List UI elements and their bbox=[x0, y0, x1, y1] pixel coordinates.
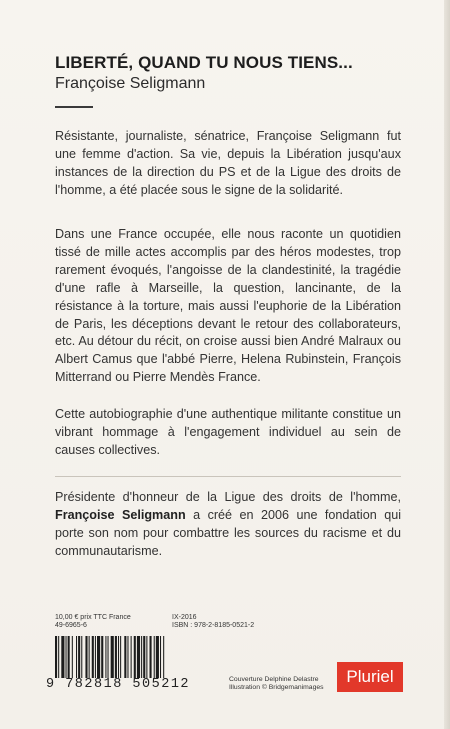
barcode-bar bbox=[101, 636, 103, 678]
barcode-bar bbox=[115, 636, 117, 678]
barcode-bar bbox=[89, 636, 90, 678]
barcode-bar bbox=[78, 636, 80, 678]
bio-author-name: Françoise Seligmann bbox=[55, 507, 186, 522]
barcode-bar bbox=[137, 636, 140, 678]
author-bio bbox=[55, 489, 401, 561]
book-title: LIBERTÉ, QUAND TU NOUS TIENS... bbox=[55, 53, 353, 72]
cover-edge bbox=[444, 0, 450, 729]
book-author: Françoise Seligmann bbox=[55, 75, 206, 92]
barcode-bar bbox=[105, 636, 106, 678]
barcode-bar bbox=[163, 636, 164, 678]
isbn: ISBN : 978-2-8185-0521-2 bbox=[172, 622, 255, 629]
print-date: IX-2016 bbox=[172, 614, 197, 621]
section-divider bbox=[55, 476, 401, 477]
barcode-bar bbox=[141, 636, 142, 678]
price-line bbox=[55, 614, 197, 621]
barcode-bar bbox=[143, 636, 145, 678]
publisher-logo: Pluriel bbox=[337, 662, 403, 692]
barcode-bar bbox=[81, 636, 82, 678]
barcode-bar bbox=[134, 636, 136, 678]
barcode-bar bbox=[58, 636, 59, 678]
barcode-bar bbox=[76, 636, 77, 678]
barcode-bar bbox=[95, 636, 96, 678]
barcode-bar bbox=[108, 636, 109, 678]
barcode-bar bbox=[61, 636, 64, 678]
barcode-bar bbox=[92, 636, 94, 678]
barcode-bar bbox=[111, 636, 114, 678]
barcode-bar bbox=[97, 636, 100, 678]
bio-rest: a créé en 2006 une fondation qui porte son nom pour combattre les sources du racisme et du communautarisme. bbox=[55, 507, 401, 558]
barcode-digits: 9 782818 505212 bbox=[46, 677, 191, 692]
barcode bbox=[55, 636, 212, 678]
barcode-bar bbox=[120, 636, 121, 678]
barcode-bar bbox=[127, 636, 128, 678]
blurb-paragraph-2: Dans une France occupée, elle nous raconte un quotidien tissé de mille actes accomplis par des héros modestes, trop rarement évoqués, l'angoisse de la clandestinité, la tragédie d'une rafle à Marseille, la question, lancinante, de la résistance à la torture, mais aussi l'euphorie de la Libération de Paris, les déceptions devant le retour des collaborateurs, etc. Au détour du récit, on croise aussi bien André Malraux ou Albert Camus que l'abbé Pierre, Helena Rubinstein, François Mitterrand ou Pierre Mendès France. bbox=[55, 227, 401, 385]
barcode-bar bbox=[55, 636, 57, 678]
bio-intro: Présidente d'honneur de la Ligue des droits de l'homme, bbox=[55, 490, 401, 504]
barcode-bar bbox=[154, 636, 155, 678]
blurb-paragraph-1: Résistante, journaliste, sénatrice, Françoise Seligmann fut une femme d'action. Sa vie, depuis la Libération jusqu'aux instances de la direction du PS et de la Ligue des droits de l'homme, a été placée sous le signe de la solidarité. bbox=[55, 129, 401, 197]
price: 10,00 € prix TTC France bbox=[55, 614, 131, 621]
barcode-bar bbox=[124, 636, 126, 678]
barcode-bar bbox=[66, 636, 67, 678]
barcode-bar bbox=[150, 636, 152, 678]
cover-credit: Couverture Delphine Delastre bbox=[229, 676, 319, 683]
barcode-bar bbox=[118, 636, 119, 678]
barcode-bar bbox=[68, 636, 70, 678]
illustration-credit: Illustration © Bridgemanimages bbox=[229, 684, 324, 691]
barcode-bar bbox=[85, 636, 87, 678]
barcode-bar bbox=[131, 636, 132, 678]
barcode-bar bbox=[72, 636, 73, 678]
product-code: 49-6965-6 bbox=[55, 622, 87, 629]
blurb-paragraph-3: Cette autobiographie d'une authentique militante constitue un vibrant hommage à l'engagement individuel au sein de causes collectives. bbox=[55, 407, 401, 457]
isbn-line bbox=[55, 622, 255, 629]
title-divider bbox=[55, 106, 93, 108]
barcode-bar bbox=[156, 636, 159, 678]
barcode-bar bbox=[146, 636, 147, 678]
barcode-bar bbox=[160, 636, 161, 678]
